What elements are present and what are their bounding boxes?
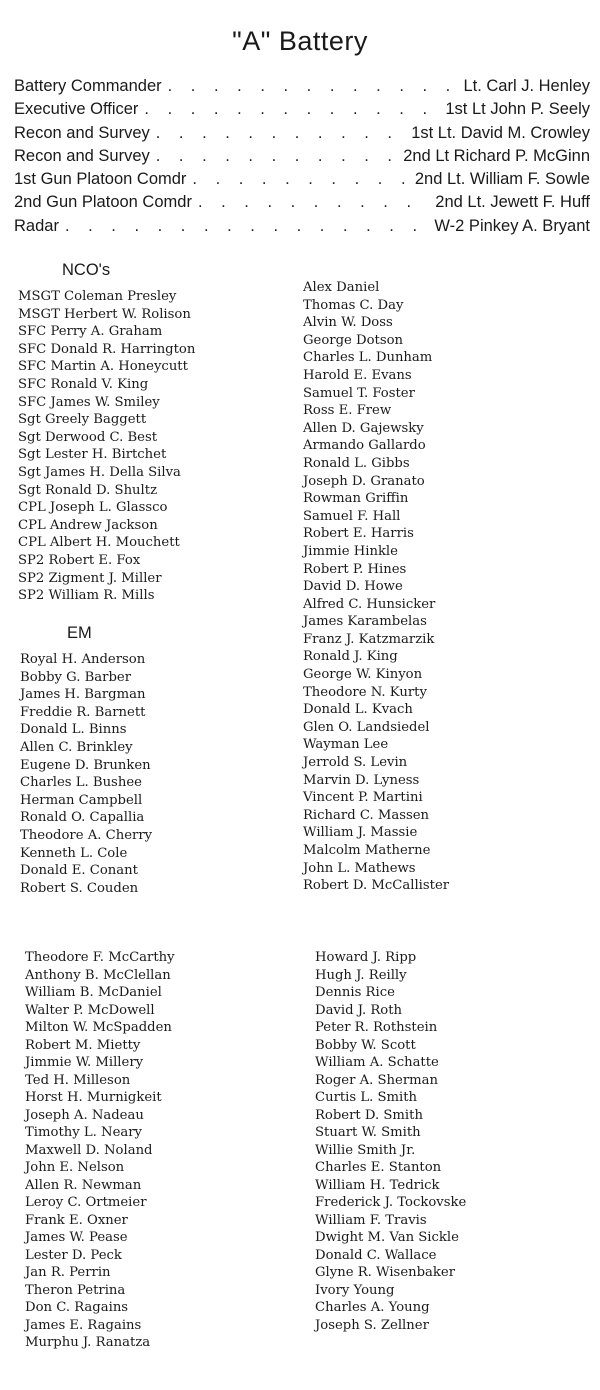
dot-leader — [65, 217, 428, 236]
roster-name: Royal H. Anderson — [20, 652, 146, 667]
roster-name: Samuel F. Hall — [303, 508, 401, 524]
roster-name: SFC Ronald V. King — [18, 376, 149, 392]
roster-name: Dwight M. Van Sickle — [315, 1230, 459, 1245]
roster-name: Peter R. Rothstein — [315, 1020, 438, 1035]
roster-name: James Karambelas — [303, 614, 427, 630]
roster-name: Bobby G. Barber — [20, 669, 132, 685]
roster-name: Dennis Rice — [315, 985, 395, 1000]
roster-name: SFC Donald R. Harrington — [18, 341, 196, 357]
roster-name: MSGT Coleman Presley — [18, 289, 177, 304]
roster-name: CPL Joseph L. Glassco — [18, 500, 168, 516]
roster-name: William B. McDaniel — [25, 985, 162, 1000]
roster-name: Sgt Derwood C. Best — [18, 429, 158, 445]
roster-name: Willie Smith Jr. — [315, 1142, 416, 1158]
roster-name: MSGT Herbert W. Rolison — [18, 306, 191, 322]
officer-row — [14, 147, 590, 170]
roster-name: Franz J. Katzmarzik — [303, 631, 435, 647]
roster-name: Ronald J. King — [303, 649, 398, 665]
roster-name: Samuel T. Foster — [303, 385, 415, 401]
dot-leader — [144, 100, 439, 119]
roster-name: Jimmie Hinkle — [303, 543, 398, 559]
roster-name: Ross E. Frew — [303, 403, 392, 419]
em-list-left — [20, 651, 152, 897]
roster-name: Rowman Griffin — [303, 491, 409, 507]
roster-name: Charles L. Bushee — [20, 775, 142, 791]
roster-name: SP2 William R. Mills — [18, 588, 155, 604]
roster-name: Marvin D. Lyness — [303, 772, 420, 788]
officer-name: 1st Lt John P. Seely — [445, 100, 590, 119]
roster-name: Vincent P. Martini — [303, 790, 423, 806]
roster-name: Ronald O. Capallia — [20, 810, 145, 826]
officer-name: Lt. Carl J. Henley — [463, 77, 590, 95]
roster-name: Frederick J. Tockovske — [315, 1195, 467, 1210]
roster-name: Jimmie W. Millery — [25, 1055, 144, 1070]
roster-name: Alex Daniel — [303, 280, 380, 295]
roster-name: Jan R. Perrin — [25, 1265, 111, 1280]
roster-name: Herman Campbell — [20, 792, 143, 808]
roster-name: James H. Bargman — [20, 687, 146, 703]
roster-name: Leroy C. Ortmeier — [25, 1195, 147, 1210]
em-list-left-bottom — [25, 949, 175, 1352]
nco-heading: NCO's — [62, 261, 111, 279]
roster-name: Murphu J. Ranatza — [25, 1335, 151, 1350]
roster-name: Theron Petrina — [25, 1282, 126, 1298]
roster-name: CPL Andrew Jackson — [18, 517, 158, 533]
officer-name: 2nd Lt Richard P. McGinn — [403, 146, 590, 165]
em-list-right-top — [303, 279, 449, 895]
roster-name: Walter P. McDowell — [25, 1002, 155, 1018]
roster-name: Sgt Ronald D. Shultz — [18, 482, 158, 498]
roster-name: William A. Schatte — [315, 1055, 439, 1070]
roster-name: Armando Gallardo — [303, 438, 426, 454]
roster-name: Robert E. Harris — [303, 526, 414, 542]
roster-name: Kenneth L. Cole — [20, 845, 128, 861]
roster-name: Theodore A. Cherry — [20, 827, 153, 843]
roster-name: Glen O. Landsiedel — [303, 719, 430, 735]
roster-name: Donald L. Kvach — [303, 702, 413, 718]
roster-name: Don C. Ragains — [25, 1300, 129, 1315]
roster-name: SP2 Zigment J. Miller — [18, 570, 162, 586]
roster-name: Charles A. Young — [315, 1300, 430, 1315]
roster-name: Jerrold S. Levin — [303, 755, 408, 771]
roster-name: Bobby W. Scott — [315, 1037, 416, 1053]
roster-name: Theodore N. Kurty — [303, 684, 427, 700]
roster-name: Donald C. Wallace — [315, 1247, 437, 1263]
roster-name: Lester D. Peck — [25, 1247, 122, 1263]
roster-name: Charles L. Dunham — [303, 350, 433, 366]
roster-name: Horst H. Murnigkeit — [25, 1090, 162, 1105]
officer-role: Radar — [14, 216, 59, 235]
roster-name: Alfred C. Hunsicker — [303, 596, 436, 612]
roster-name: Robert P. Hines — [303, 561, 407, 577]
roster-name: Wayman Lee — [303, 737, 389, 753]
roster-name: John E. Nelson — [25, 1160, 125, 1175]
roster-name: David J. Roth — [315, 1002, 403, 1018]
roster-name: Thomas C. Day — [303, 297, 404, 313]
dot-leader — [198, 193, 429, 212]
roster-name: Ronald L. Gibbs — [303, 455, 410, 471]
roster-name: Ted H. Milleson — [25, 1072, 131, 1088]
roster-name: Allen D. Gajewsky — [303, 420, 424, 436]
officer-role: Battery Commander — [14, 77, 162, 95]
roster-name: Milton W. McSpadden — [25, 1020, 172, 1035]
officer-row — [14, 193, 590, 216]
roster-name: Donald L. Binns — [20, 722, 127, 738]
roster-name: Curtis L. Smith — [315, 1090, 418, 1105]
roster-name: Anthony B. McClellan — [25, 967, 171, 983]
roster-name: Sgt James H. Della Silva — [18, 464, 181, 480]
roster-name: John L. Mathews — [303, 860, 416, 876]
roster-name: SFC Perry A. Graham — [18, 324, 163, 340]
officer-row — [14, 100, 590, 123]
roster-name: Eugene D. Brunken — [20, 757, 151, 773]
roster-name: CPL Albert H. Mouchett — [18, 535, 180, 551]
officer-role: Recon and Survey — [14, 123, 150, 142]
officer-row — [14, 217, 590, 240]
roster-name: Frank E. Oxner — [25, 1212, 128, 1228]
roster-name: Hugh J. Reilly — [315, 967, 407, 983]
roster-name: George W. Kinyon — [303, 667, 423, 683]
roster-name: David D. Howe — [303, 579, 403, 595]
roster-name: Joseph D. Granato — [303, 473, 425, 489]
roster-name: Joseph A. Nadeau — [25, 1107, 144, 1123]
roster-name: Maxwell D. Noland — [25, 1142, 153, 1158]
roster-name: Sgt Lester H. Birtchet — [18, 447, 167, 463]
roster-name: Timothy L. Neary — [25, 1125, 142, 1140]
dot-leader — [168, 77, 458, 96]
officer-name: 2nd Lt. Jewett F. Huff — [435, 193, 590, 212]
roster-name: William F. Travis — [315, 1212, 427, 1228]
roster-name: Robert D. Smith — [315, 1107, 423, 1123]
roster-name: George Dotson — [303, 332, 404, 348]
roster-name: Ivory Young — [315, 1282, 395, 1298]
officer-role: 2nd Gun Platoon Comdr — [14, 193, 192, 212]
roster-name: Alvin W. Doss — [303, 315, 393, 331]
officer-name: 1st Lt. David M. Crowley — [411, 123, 590, 142]
roster-name: Roger A. Sherman — [315, 1072, 439, 1088]
roster-name: Donald E. Conant — [20, 863, 138, 879]
dot-leader — [192, 170, 408, 189]
roster-name: William J. Massie — [303, 825, 418, 841]
roster-name: Harold E. Evans — [303, 367, 412, 383]
roster-name: Stuart W. Smith — [315, 1125, 421, 1140]
roster-name: Richard C. Massen — [303, 807, 430, 823]
officer-role: Recon and Survey — [14, 146, 150, 165]
officer-name: W-2 Pinkey A. Bryant — [434, 216, 590, 235]
roster-name: SFC Martin A. Honeycutt — [18, 359, 188, 375]
roster-name: Glyne R. Wisenbaker — [315, 1265, 456, 1280]
roster-name: Robert D. McCallister — [303, 878, 450, 894]
roster-name: Allen C. Brinkley — [20, 739, 133, 755]
officer-name: 2nd Lt. William F. Sowle — [414, 170, 590, 189]
roster-name: Theodore F. McCarthy — [25, 950, 175, 965]
officer-row — [14, 124, 590, 147]
roster-name: Robert M. Mietty — [25, 1037, 141, 1053]
roster-name: James W. Pease — [25, 1230, 128, 1245]
nco-list — [18, 288, 195, 605]
officer-role: 1st Gun Platoon Comdr — [14, 170, 187, 189]
roster-name: Sgt Greely Baggett — [18, 412, 147, 428]
officer-list — [14, 77, 590, 240]
page-title: "A" Battery — [232, 26, 368, 56]
roster-name: Robert S. Couden — [20, 880, 139, 896]
roster-name: SP2 Robert E. Fox — [18, 552, 141, 568]
roster-name: Charles E. Stanton — [315, 1160, 442, 1175]
dot-leader — [156, 147, 397, 166]
em-heading: EM — [67, 624, 92, 642]
roster-name: Howard J. Ripp — [315, 950, 417, 965]
roster-name: Joseph S. Zellner — [315, 1317, 429, 1333]
roster-name: William H. Tedrick — [315, 1177, 440, 1193]
roster-name: James E. Ragains — [25, 1317, 142, 1333]
dot-leader — [156, 124, 405, 143]
roster-name: SFC James W. Smiley — [18, 394, 160, 410]
roster-name: Freddie R. Barnett — [20, 704, 146, 720]
officer-row — [14, 170, 590, 193]
officer-role: Executive Officer — [14, 100, 139, 119]
roster-name: Allen R. Newman — [25, 1177, 142, 1193]
em-list-right-bottom — [315, 949, 466, 1334]
roster-name: Malcolm Matherne — [303, 843, 431, 858]
officer-row — [14, 77, 590, 100]
